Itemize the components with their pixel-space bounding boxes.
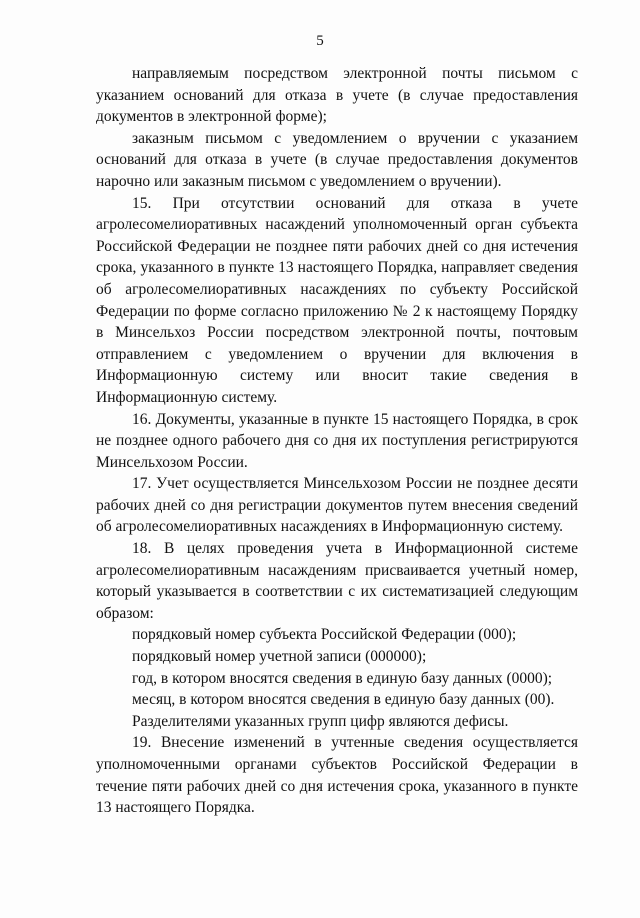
paragraph-17: 17. Учет осуществляется Минсельхозом России не позднее десяти рабочих дней со дня регистрации документов путем внесения сведений об агролесомелиоративных насаждениях в Информационную систему. xyxy=(96,475,578,536)
page-number: 5 xyxy=(316,33,324,49)
paragraph-16: 16. Документы, указанные в пункте 15 настоящего Порядка, в срок не позднее одного рабочего дня со дня их поступления регистрируются Минсельхозом России. xyxy=(96,410,578,471)
list-item-year: год, в котором вносятся сведения в единую базу данных (0000); xyxy=(132,669,553,687)
list-item-month: месяц, в котором вносятся сведения в единую базу данных (00). xyxy=(132,691,555,709)
paragraph-email-notice: направляемым посредством электронной почты письмом с указанием оснований для отказа в учете (в случае предоставления документов в электронной форме); xyxy=(96,65,578,126)
paragraph-separators: Разделителями указанных групп цифр являются дефисы. xyxy=(132,712,509,730)
list-item-subject-number: порядковый номер субъекта Российской Федерации (000); xyxy=(132,626,517,644)
list-item-record-number: порядковый номер учетной записи (000000); xyxy=(132,648,427,666)
paragraph-registered-letter: заказным письмом с уведомлением о вручении с указанием оснований для отказа в учете (в случае предоставления документов нарочно или заказным письмом с уведомлением о вручении). xyxy=(96,129,578,190)
paragraph-15: 15. При отсутствии оснований для отказа в учете агролесомелиоративных насаждений уполномоченный орган субъекта Российской Федерации не позднее пяти рабочих дней со дня истечения срока, указанного в пункте 13 настоящего Порядка, направляет сведения об агролесомелиоративных насаждениях по субъекту Российской Федерации по форме согласно приложению № 2 к настоящему Порядку в Минсельхоз России посредством электронной почты, почтовым отправлением с уведомлением о вручении для включения в Информационную систему или вносит такие сведения в Информационную систему. xyxy=(96,194,578,406)
document-body xyxy=(96,63,578,819)
paragraph-18: 18. В целях проведения учета в Информационной системе агролесомелиоративным насаждениям присваивается учетный номер, который указывается в соответствии с их систематизацией следующим образом: xyxy=(96,540,578,622)
paragraph-19: 19. Внесение изменений в учтенные сведения осуществляется уполномоченными органами субъектов Российской Федерации в течение пяти рабочих дней со дня истечения срока, указанного в пункте 13 настоящего Порядка. xyxy=(96,734,578,817)
